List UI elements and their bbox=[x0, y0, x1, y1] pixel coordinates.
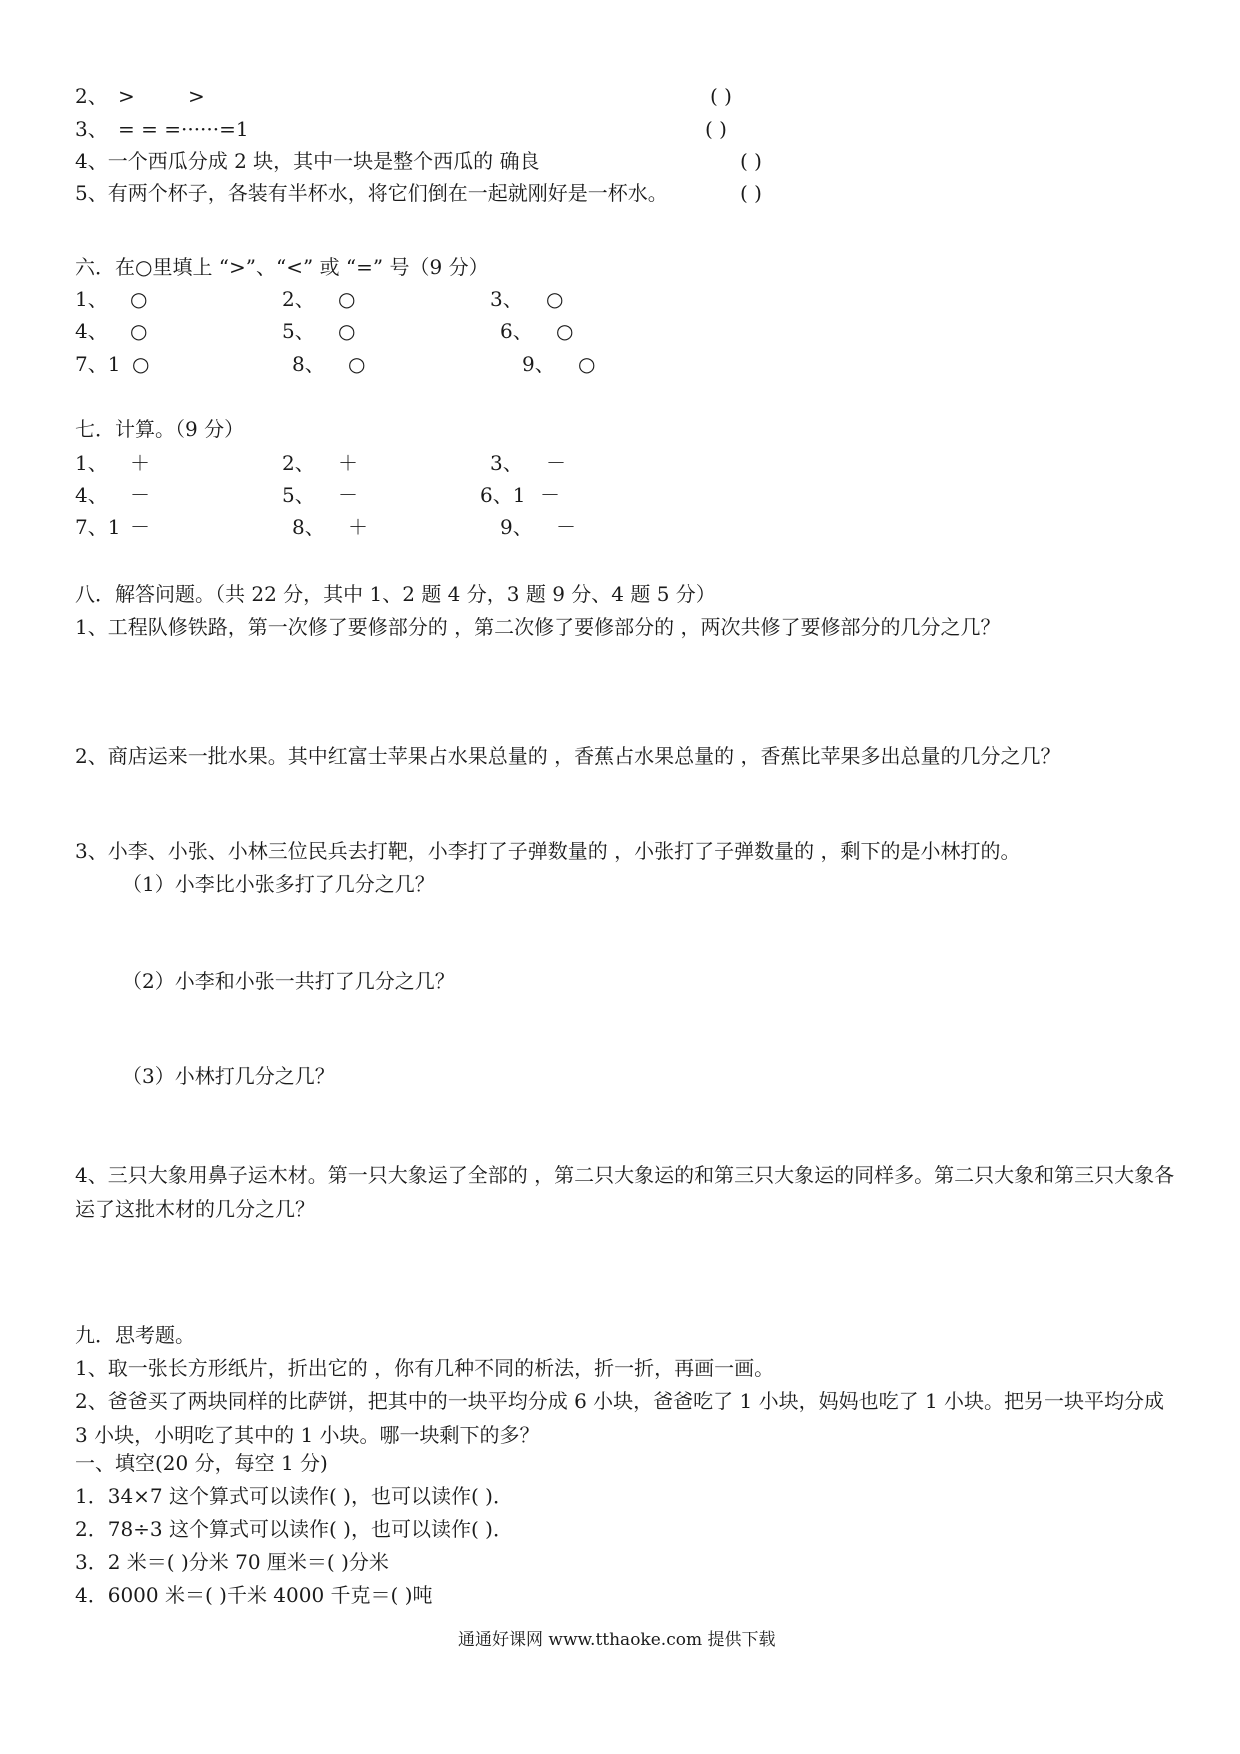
sec7-item-num: 2、 bbox=[282, 451, 315, 475]
sec6-item-circle: ○ bbox=[130, 287, 148, 311]
sec6-item-circle: ○ bbox=[546, 287, 564, 311]
sec6-item-num: 5、 bbox=[282, 319, 315, 343]
sec8-q3: 3、小李、小张、小林三位民兵去打靶，小李打了子弹数量的 ，小张打了子弹数量的 ，剩下的是小林打的。 bbox=[75, 839, 1021, 863]
sec6-item-circle: ○ bbox=[132, 352, 150, 376]
sec8-title: 八．解答问题。（共 22 分，其中 1、2 题 4 分，3 题 9 分、4 题 5 分） bbox=[75, 582, 716, 606]
sec8-q1: 1、工程队修铁路，第一次修了要修部分的 ，第二次修了要修部分的 ，两次共修了要修部分的几分之几？ bbox=[75, 615, 1001, 639]
sec7-item-op: － bbox=[130, 483, 150, 507]
sec6-item-num: 6、 bbox=[500, 319, 533, 343]
sec7-item-num: 9、 bbox=[500, 515, 533, 539]
sec7-item-op: ＋ bbox=[348, 515, 368, 539]
sec7-item-num: 7、1 bbox=[75, 515, 121, 539]
sec9-q1: 1、取一张长方形纸片，折出它的 ，你有几种不同的析法，折一折，再画一画。 bbox=[75, 1356, 775, 1380]
judge-q2-gt2: > bbox=[188, 84, 205, 108]
page-footer: 通通好课网 www.tthaoke.com 提供下载 bbox=[458, 1630, 776, 1650]
sec8-q3-2: （2）小李和小张一共打了几分之几？ bbox=[122, 969, 455, 993]
sec7-item-op: － bbox=[556, 515, 576, 539]
judge-q4-paren: ( ) bbox=[740, 149, 762, 173]
sec8-q4: 4、三只大象用鼻子运木材。第一只大象运了全部的 ，第二只大象运的和第三只大象运的同样多。第二只大象和第三只大象各运了这批木材的几分之几？ bbox=[75, 1163, 1175, 1221]
sec8-q3-3: （3）小林打几分之几？ bbox=[122, 1064, 335, 1088]
sec7-item-op: － bbox=[130, 515, 150, 539]
sec7-item-num: 3、 bbox=[490, 451, 523, 475]
sec7-item-op: － bbox=[540, 483, 560, 507]
judge-q3-num: 3、 bbox=[75, 117, 108, 141]
sec7-item-num: 5、 bbox=[282, 483, 315, 507]
judge-q3-paren: ( ) bbox=[705, 117, 727, 141]
sec6-item-num: 7、1 bbox=[75, 352, 121, 376]
sec6-item-circle: ○ bbox=[578, 352, 596, 376]
fill-q3: 3．2 米＝( )分米 70 厘米＝( )分米 bbox=[75, 1550, 389, 1574]
sec7-item-num: 8、 bbox=[292, 515, 325, 539]
sec6-item-circle: ○ bbox=[130, 319, 148, 343]
sec8-q3-1: （1）小李比小张多打了几分之几？ bbox=[122, 872, 435, 896]
judge-q2-num: 2、 bbox=[75, 84, 108, 108]
sec6-item-num: 3、 bbox=[490, 287, 523, 311]
sec6-item-num: 4、 bbox=[75, 319, 108, 343]
sec7-item-op: ＋ bbox=[130, 451, 150, 475]
sec6-item-circle: ○ bbox=[556, 319, 574, 343]
sec6-item-circle: ○ bbox=[338, 287, 356, 311]
sec6-item-num: 8、 bbox=[292, 352, 325, 376]
sec7-item-num: 6、1 bbox=[480, 483, 526, 507]
sec7-item-op: ＋ bbox=[338, 451, 358, 475]
fill-q4: 4．6000 米＝( )千米 4000 千克＝( )吨 bbox=[75, 1583, 433, 1607]
sec7-item-num: 1、 bbox=[75, 451, 108, 475]
sec9-q2: 2、爸爸买了两块同样的比萨饼，把其中的一块平均分成 6 小块，爸爸吃了 1 小块，妈妈也吃了 1 小块。把另一块平均分成 3 小块，小明吃了其中的 1 小块。哪一块剩下的多？ bbox=[75, 1389, 1165, 1447]
sec7-item-op: － bbox=[338, 483, 358, 507]
fill-title: 一、填空(20 分，每空 1 分) bbox=[75, 1451, 328, 1475]
sec9-title: 九．思考题。 bbox=[75, 1323, 195, 1347]
judge-q2-paren: ( ) bbox=[710, 84, 732, 108]
sec6-item-num: 9、 bbox=[522, 352, 555, 376]
fill-q1: 1．34×7 这个算式可以读作( )，也可以读作( )． bbox=[75, 1484, 513, 1508]
sec6-title: 六．在○里填上 “>”、“<” 或 “=” 号（9 分） bbox=[75, 255, 489, 279]
judge-q2-gt1: > bbox=[118, 84, 135, 108]
judge-q5-text: 5、有两个杯子，各装有半杯水，将它们倒在一起就刚好是一杯水。 bbox=[75, 181, 668, 205]
judge-q5-paren: ( ) bbox=[740, 181, 762, 205]
sec7-item-op: － bbox=[546, 451, 566, 475]
sec7-item-num: 4、 bbox=[75, 483, 108, 507]
judge-q4-text: 4、一个西瓜分成 2 块，其中一块是整个西瓜的 确良 bbox=[75, 149, 540, 173]
sec6-item-num: 2、 bbox=[282, 287, 315, 311]
sec6-item-circle: ○ bbox=[348, 352, 366, 376]
fill-q2: 2．78÷3 这个算式可以读作( )，也可以读作( )． bbox=[75, 1517, 513, 1541]
sec6-item-circle: ○ bbox=[338, 319, 356, 343]
judge-q3-expr: = = =······=1 bbox=[118, 117, 249, 141]
sec7-title: 七．计算。（9 分） bbox=[75, 417, 245, 441]
sec8-q2: 2、商店运来一批水果。其中红富士苹果占水果总量的 ，香蕉占水果总量的 ，香蕉比苹果多出总量的几分之几？ bbox=[75, 744, 1061, 768]
sec6-item-num: 1、 bbox=[75, 287, 108, 311]
